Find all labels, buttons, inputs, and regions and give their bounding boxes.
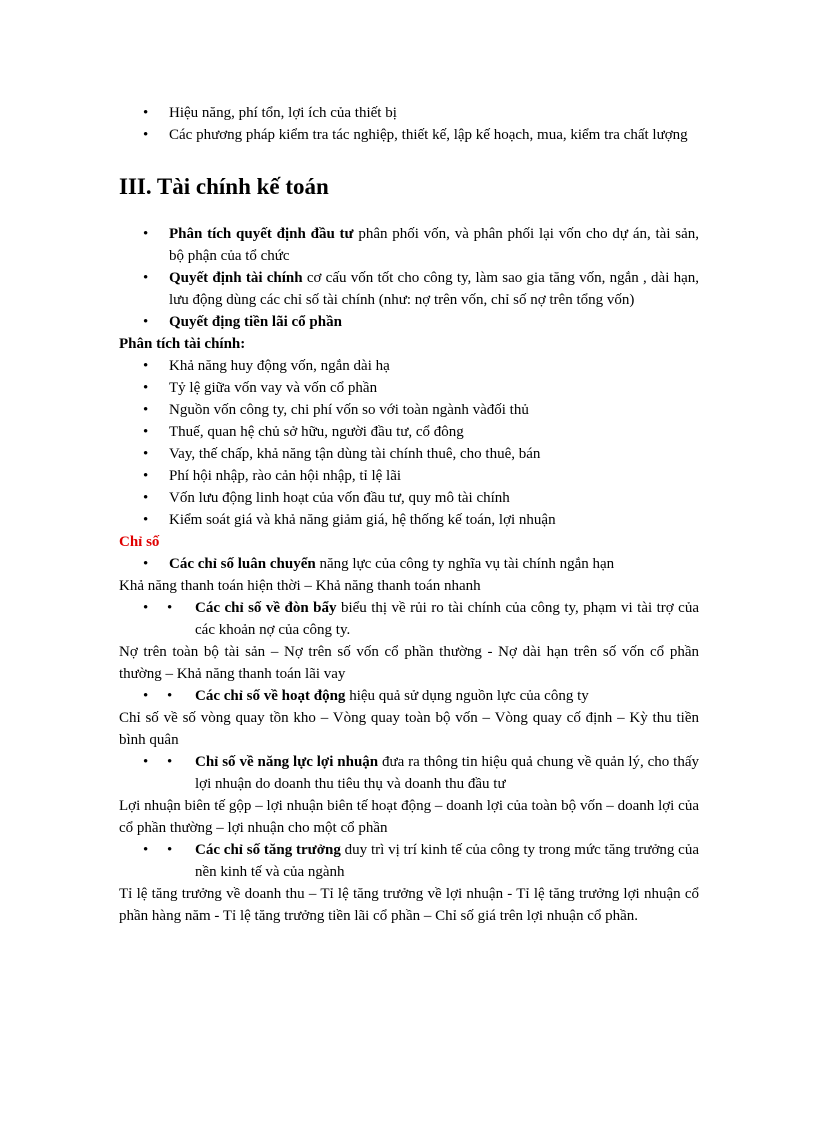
ratios-heading: Chỉ số — [119, 534, 160, 550]
bullet-icon: • — [143, 424, 149, 440]
bullet-icon: • — [167, 688, 173, 704]
list-item: • Các phương pháp kiểm tra tác nghiệp, thiết kế, lập kế hoạch, mua, kiểm tra chất lượng — [119, 124, 699, 146]
ratio-group — [119, 553, 699, 575]
analysis-heading: Phân tích tài chính: — [119, 336, 246, 352]
bullet-icon: • — [143, 600, 149, 616]
bullet-icon: • — [167, 842, 173, 858]
list-item: • Phí hội nhập, rào cản hội nhập, tỉ lệ lãi — [119, 465, 699, 487]
list-item: • Vay, thế chấp, khả năng tận dùng tài chính thuê, cho thuê, bán — [119, 443, 699, 465]
bullet-icon: • — [167, 754, 173, 770]
ratio-group — [119, 751, 699, 795]
bullet-icon: • — [143, 754, 149, 770]
list-item: • Thuế, quan hệ chủ sở hữu, người đầu tư, cổ đông — [119, 421, 699, 443]
ratio-group — [119, 597, 699, 641]
ratio-detail: Tỉ lệ tăng trưởng về doanh thu – Tỉ lệ tăng trưởng về lợi nhuận - Tỉ lệ tăng trưởng lợi nhuận cổ phần hàng năm - Tỉ lệ tăng trưởng tiền lãi cổ phần – Chỉ số giá trên lợi nhuận cổ phần. — [119, 886, 699, 924]
bullet-icon: • — [143, 358, 149, 374]
ratio-detail: Chỉ số về số vòng quay tồn kho – Vòng quay toàn bộ vốn – Vòng quay cố định – Kỳ thu tiền bình quân — [119, 710, 699, 748]
bullet-icon: • — [143, 226, 149, 242]
bullet-icon: • — [143, 556, 149, 572]
document-page — [119, 102, 699, 927]
analysis-list — [119, 355, 699, 531]
bullet-icon: • — [167, 600, 173, 616]
list-item: • • Các chỉ số về hoạt động hiệu quả sử dụng nguồn lực của công ty — [119, 685, 699, 707]
bullet-icon: • — [143, 842, 149, 858]
list-item: • Kiểm soát giá và khả năng giảm giá, hệ thống kế toán, lợi nhuận — [119, 509, 699, 531]
list-item: • Quyết định tài chính cơ cấu vốn tốt cho công ty, làm sao gia tăng vốn, ngắn , dài hạn, lưu động dùng các chỉ số tài chính (như: nợ trên vốn, chỉ số nợ trên tổng vốn) — [119, 267, 699, 311]
bullet-icon: • — [143, 446, 149, 462]
section-title: III. Tài chính kế toán — [119, 174, 329, 199]
ratio-detail: Lợi nhuận biên tế gộp – lợi nhuận biên tế hoạt động – doanh lợi của toàn bộ vốn – doanh lợi của cổ phần thường – lợi nhuận cho một cổ phần — [119, 798, 699, 836]
list-item: • Quyết địng tiền lãi cổ phần — [119, 311, 699, 333]
ratio-group — [119, 839, 699, 883]
bullet-icon: • — [143, 270, 149, 286]
ratio-group — [119, 685, 699, 707]
ratio-detail: Khả năng thanh toán hiện thời – Khả năng thanh toán nhanh — [119, 578, 481, 594]
list-item: • Phân tích quyết định đầu tư phân phối vốn, và phân phối lại vốn cho dự án, tài sản, bộ phận của tổ chức — [119, 223, 699, 267]
bullet-icon: • — [143, 512, 149, 528]
list-item: • Vốn lưu động linh hoạt của vốn đầu tư, quy mô tài chính — [119, 487, 699, 509]
list-item: • • Chỉ số về năng lực lợi nhuận đưa ra thông tin hiệu quả chung về quản lý, cho thấy lợi nhuận do doanh thu tiêu thụ và doanh thu đầu tư — [119, 751, 699, 795]
list-item: • • Các chỉ số về đòn bẩy biểu thị về rủi ro tài chính của công ty, phạm vi tài trợ của các khoản nợ của công ty. — [119, 597, 699, 641]
bullet-icon: • — [143, 127, 149, 143]
bullet-icon: • — [143, 105, 149, 121]
bullet-icon: • — [143, 402, 149, 418]
ratio-detail: Nợ trên toàn bộ tài sản – Nợ trên số vốn cổ phần thường - Nợ dài hạn trên số vốn cổ phần thường – Khả năng thanh toán lãi vay — [119, 644, 699, 682]
list-item: • Nguồn vốn công ty, chi phí vốn so với toàn ngành vàđối thủ — [119, 399, 699, 421]
list-item: • Khả năng huy động vốn, ngắn dài hạ — [119, 355, 699, 377]
bullet-icon: • — [143, 314, 149, 330]
bullet-icon: • — [143, 490, 149, 506]
top-bullet-list — [119, 102, 699, 146]
list-item: • • Các chỉ số tăng trưởng duy trì vị trí kinh tế của công ty trong mức tăng trưởng của nền kinh tế và của ngành — [119, 839, 699, 883]
list-item: • Các chỉ số luân chuyển năng lực của công ty nghĩa vụ tài chính ngắn hạn — [119, 553, 699, 575]
bullet-icon: • — [143, 688, 149, 704]
bullet-icon: • — [143, 468, 149, 484]
list-item: • Hiệu năng, phí tổn, lợi ích của thiết bị — [119, 102, 699, 124]
list-item: • Tỷ lệ giữa vốn vay và vốn cổ phần — [119, 377, 699, 399]
decision-list — [119, 223, 699, 333]
bullet-icon: • — [143, 380, 149, 396]
